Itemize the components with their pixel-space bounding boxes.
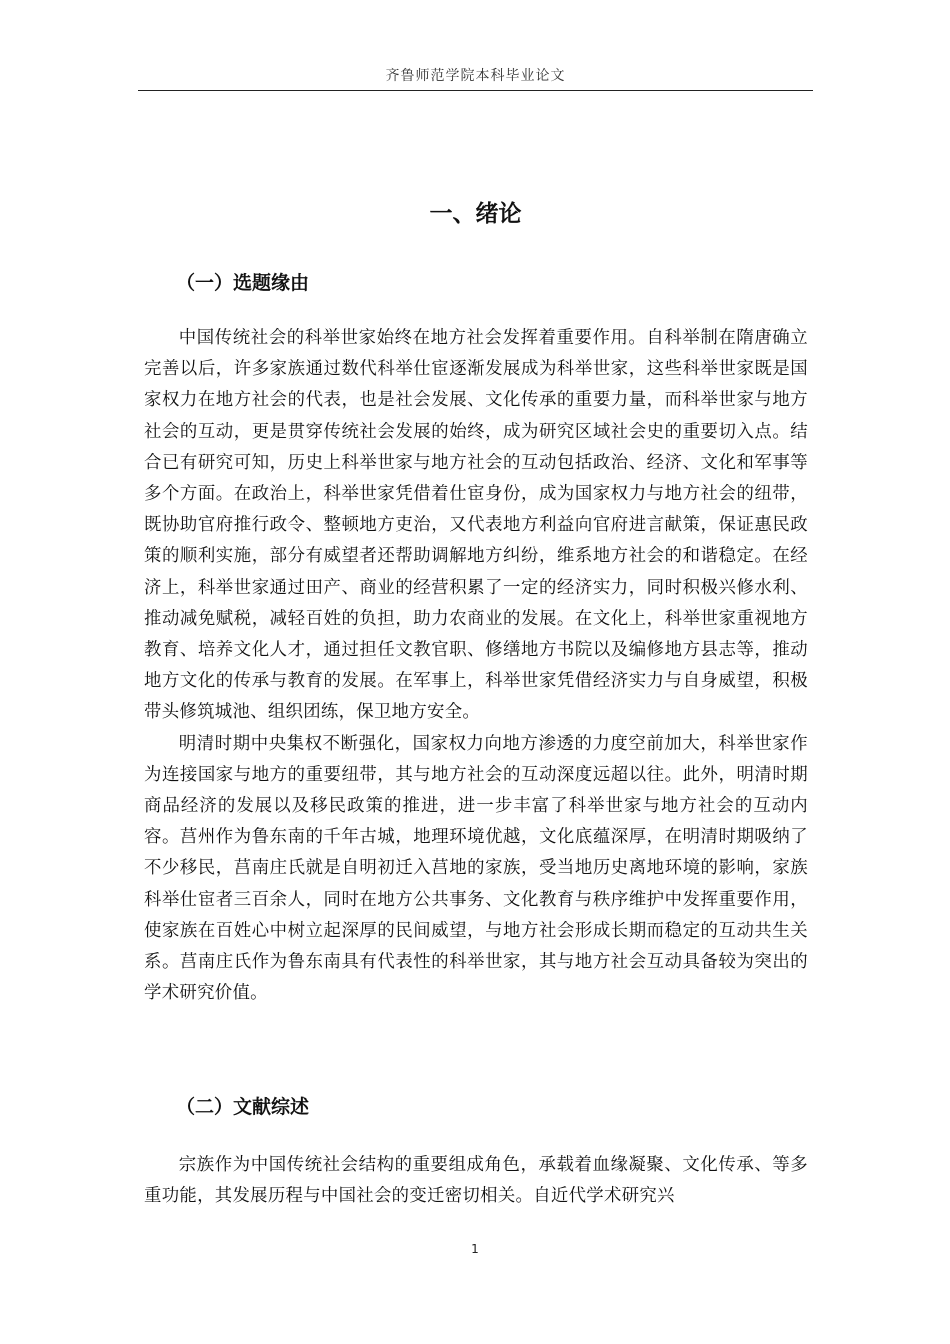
body-paragraph: 宗族作为中国传统社会结构的重要组成角色，承载着血缘凝聚、文化传承、等多重功能，其发展历程与中国社会的变迁密切相关。自近代学术研究兴 bbox=[144, 1155, 808, 1207]
section-title-topic-origin: （一）选题缘由 bbox=[176, 272, 310, 294]
body-paragraph: 明清时期中央集权不断强化，国家权力向地方渗透的力度空前加大，科举世家作为连接国家与地方的重要纽带，其与地方社会的互动深度远超以往。此外，明清时期商品经济的发展以及移民政策的推进，进一步丰富了科举世家与地方社会的互动内容。莒州作为鲁东南的千年古城，地理环境优越，文化底蕴深厚，在明清时期吸纳了不少移民，莒南庄氏就是自明初迁入莒地的家族，受当地历史离地环境的影响，家族科举仕宦者三百余人，同时在地方公共事务、文化教育与秩序维护中发挥重要作用，使家族在百姓心中树立起深厚的民间威望，与地方社会形成长期而稳定的互动共生关系。莒南庄氏作为鲁东南具有代表性的科举世家，其与地方社会互动具备较为突出的学术研究价值。 bbox=[144, 733, 808, 1004]
section-body-topic-origin bbox=[144, 323, 808, 1009]
body-paragraph: 中国传统社会的科举世家始终在地方社会发挥着重要作用。自科举制在隋唐确立完善以后，许多家族通过数代科举仕宦逐渐发展成为科举世家，这些科举世家既是国家权力在地方社会的代表，也是社会发展、文化传承的重要力量，而科举世家与地方社会的互动，更是贯穿传统社会发展的始终，成为研究区域社会史的重要切入点。结合已有研究可知，历史上科举世家与地方社会的互动包括政治、经济、文化和军事等多个方面。在政治上，科举世家凭借着仕宦身份，成为国家权力与地方社会的纽带，既协助官府推行政令、整顿地方吏治，又代表地方利益向官府进言献策，保证惠民政策的顺利实施，部分有威望者还帮助调解地方纠纷，维系地方社会的和谐稳定。在经济上，科举世家通过田产、商业的经营积累了一定的经济实力，同时积极兴修水利、推动减免赋税，减轻百姓的负担，助力农商业的发展。在文化上，科举世家重视地方教育、培养文化人才，通过担任文教官职、修缮地方书院以及编修地方县志等，推动地方文化的传承与教育的发展。在军事上，科举世家凭借经济实力与自身威望，积极带头修筑城池、组织团练，保卫地方安全。 bbox=[144, 328, 808, 723]
section-body-literature-review bbox=[144, 1150, 808, 1212]
page-number: 1 bbox=[471, 1242, 479, 1256]
chapter-title: 一、绪论 bbox=[429, 201, 522, 227]
running-header: 齐鲁师范学院本科毕业论文 bbox=[138, 62, 813, 91]
section-title-literature-review: （二）文献综述 bbox=[176, 1096, 310, 1118]
